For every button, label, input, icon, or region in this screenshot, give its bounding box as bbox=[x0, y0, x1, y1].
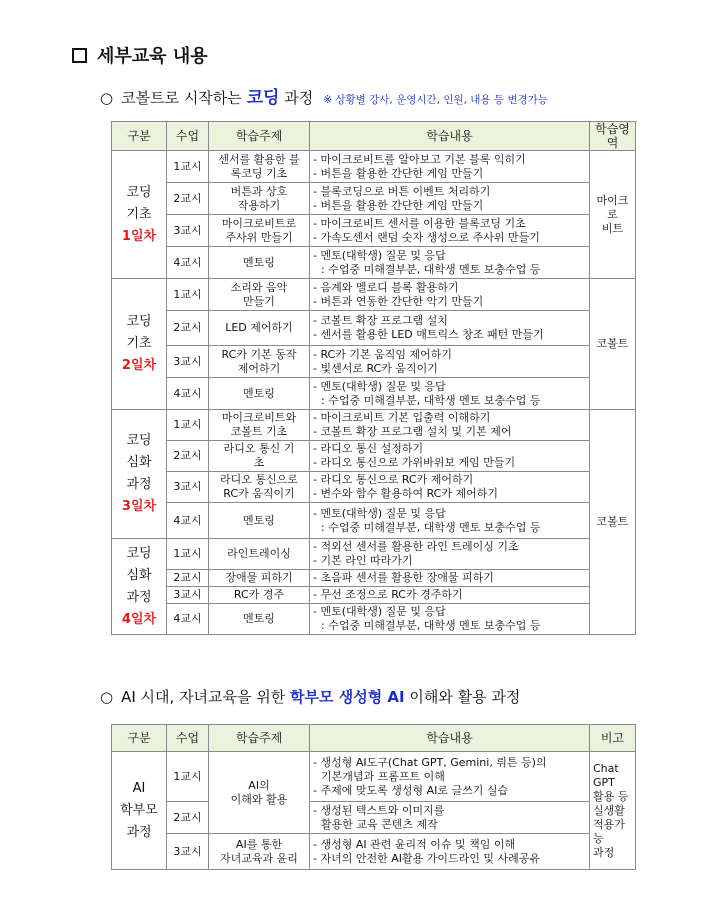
content-line: : 수업중 미해결부분, 대학생 멘토 보충수업 등 bbox=[321, 393, 541, 407]
content-line: - 코볼트 확장 프로그램 설치 및 기본 제어 bbox=[313, 425, 512, 438]
text-line: 라디오 통신으로 bbox=[220, 473, 298, 486]
coding-title-prefix: 코볼트로 시작하는 bbox=[121, 89, 242, 107]
period-cell: 3교시 bbox=[167, 346, 209, 378]
header-category: 구분 bbox=[112, 725, 167, 752]
content-cell bbox=[310, 441, 590, 472]
heading-text: 세부교육 내용 bbox=[97, 46, 208, 67]
content-line: - 마이크로비트 기본 입출력 이해하기 bbox=[313, 411, 491, 424]
header-area: 학습영역 bbox=[590, 122, 636, 151]
content-cell bbox=[310, 752, 590, 802]
area-cell bbox=[590, 151, 636, 279]
text-line: 실생활 bbox=[593, 803, 625, 817]
period-cell: 2교시 bbox=[167, 441, 209, 472]
text-line: 비트 bbox=[601, 221, 624, 235]
content-line: - 라디오 통신 설정하기 bbox=[313, 442, 424, 455]
category-label: 코딩 bbox=[126, 433, 152, 448]
text-line: 라인트레이싱 bbox=[227, 547, 291, 560]
content-cell bbox=[310, 802, 590, 834]
category-label: 기초 bbox=[126, 336, 152, 351]
header-period: 수업 bbox=[167, 122, 209, 151]
table-row bbox=[112, 215, 636, 247]
content-line: - 센서를 활용한 LED 매트릭스 창조 패턴 만들기 bbox=[313, 328, 544, 341]
topic-cell bbox=[209, 539, 310, 570]
text-line: RC카 기본 동작 bbox=[221, 347, 297, 361]
content-cell bbox=[310, 604, 590, 635]
category-label: AI bbox=[132, 780, 146, 796]
text-line: 자녀교육과 윤리 bbox=[220, 851, 298, 865]
table-row bbox=[112, 604, 636, 635]
ai-course-table bbox=[111, 724, 636, 870]
text-line: 장애물 피하기 bbox=[225, 571, 293, 584]
text-line: 만들기 bbox=[243, 294, 275, 308]
header-topic: 학습주제 bbox=[209, 725, 310, 752]
table-row bbox=[112, 834, 636, 870]
period-cell: 4교시 bbox=[167, 503, 209, 539]
period-cell: 4교시 bbox=[167, 378, 209, 410]
day-label: 3일차 bbox=[121, 499, 157, 514]
content-line: - 버튼과 연동한 간단한 악기 만들기 bbox=[313, 294, 484, 308]
text-line: 마이크로 bbox=[596, 193, 629, 221]
table-header-row bbox=[112, 725, 636, 752]
topic-cell bbox=[209, 151, 310, 183]
topic-cell bbox=[209, 472, 310, 503]
content-cell bbox=[310, 570, 590, 587]
content-line: 기본개념과 프롬프트 이해 bbox=[321, 769, 445, 783]
period-cell: 2교시 bbox=[167, 311, 209, 346]
checkbox-icon bbox=[72, 48, 87, 63]
content-line: - 적외선 센서를 활용한 라인 트레이싱 기초 bbox=[313, 540, 519, 553]
text-line: 코볼트 기초 bbox=[230, 425, 288, 438]
period-cell: 1교시 bbox=[167, 539, 209, 570]
category-cell bbox=[112, 752, 167, 870]
text-line: 이해와 활용 bbox=[230, 792, 288, 806]
content-line: - 라디오 통신으로 RC카 제어하기 bbox=[313, 473, 474, 486]
coding-title-note: ※ 상황별 강사, 운영시간, 인원, 내용 등 변경가능 bbox=[323, 94, 548, 106]
content-line: - 자녀의 안전한 AI활용 가이드라인 및 사례공유 bbox=[313, 851, 540, 865]
period-cell: 3교시 bbox=[167, 472, 209, 503]
table-row bbox=[112, 587, 636, 604]
topic-cell bbox=[209, 441, 310, 472]
table-row bbox=[112, 378, 636, 410]
day-label: 2일차 bbox=[121, 358, 157, 373]
content-line: - 멘토(대학생) 질문 및 응답 bbox=[313, 379, 446, 393]
content-cell bbox=[310, 311, 590, 346]
text-line: 멘토링 bbox=[243, 255, 275, 269]
section-heading bbox=[72, 42, 208, 68]
category-label: 코딩 bbox=[126, 545, 152, 561]
topic-cell bbox=[209, 346, 310, 378]
topic-cell bbox=[209, 570, 310, 587]
content-cell bbox=[310, 183, 590, 215]
text-line: RC카 움직이기 bbox=[223, 487, 295, 500]
table-row bbox=[112, 410, 636, 441]
category-label: 과정 bbox=[126, 824, 152, 840]
ai-course-title bbox=[100, 686, 520, 707]
content-line: 활용한 교육 콘텐츠 제작 bbox=[321, 817, 438, 831]
content-line: - 마이크로비트를 알아보고 기본 블록 익히기 bbox=[313, 152, 526, 166]
header-topic: 학습주제 bbox=[209, 122, 310, 151]
text-line: Chat GPT bbox=[593, 761, 619, 789]
content-line: - 가속도센서 랜덤 숫자 생성으로 주사위 만들기 bbox=[313, 230, 540, 244]
content-line: - 멘토(대학생) 질문 및 응답 bbox=[313, 248, 446, 262]
table-row bbox=[112, 503, 636, 539]
table-row bbox=[112, 346, 636, 378]
topic-cell bbox=[209, 587, 310, 604]
ai-title-suffix: 이해와 활용 과정 bbox=[409, 688, 521, 706]
text-line: 제어하기 bbox=[237, 361, 281, 375]
content-line: - 생성형 AI도구(Chat GPT, Gemini, 뤼튼 등)의 bbox=[313, 755, 547, 769]
content-cell bbox=[310, 346, 590, 378]
content-line: - 버튼을 활용한 간단한 게임 만들기 bbox=[313, 166, 484, 180]
topic-cell bbox=[209, 410, 310, 441]
content-line: - 주제에 맞도록 생성형 AI로 글쓰기 실습 bbox=[313, 783, 509, 797]
header-note: 비고 bbox=[590, 725, 636, 752]
text-line: RC카 경주 bbox=[233, 588, 285, 601]
header-content: 학습내용 bbox=[310, 725, 590, 752]
table-row bbox=[112, 802, 636, 834]
period-cell: 4교시 bbox=[167, 604, 209, 635]
content-cell bbox=[310, 834, 590, 870]
circle-bullet-icon: ○ bbox=[100, 89, 114, 107]
table-row bbox=[112, 247, 636, 279]
topic-cell bbox=[209, 311, 310, 346]
content-line: : 수업중 미해결부분, 대학생 멘토 보충수업 등 bbox=[321, 520, 541, 534]
content-cell bbox=[310, 279, 590, 311]
text-line: 과정 bbox=[593, 845, 615, 859]
period-cell: 3교시 bbox=[167, 215, 209, 247]
text-line: 멘토링 bbox=[243, 386, 275, 400]
topic-cell bbox=[209, 183, 310, 215]
content-cell bbox=[310, 410, 590, 441]
content-cell bbox=[310, 247, 590, 279]
period-cell: 4교시 bbox=[167, 247, 209, 279]
table-row bbox=[112, 752, 636, 802]
topic-cell bbox=[209, 247, 310, 279]
category-cell bbox=[112, 151, 167, 279]
period-cell: 1교시 bbox=[167, 279, 209, 311]
table-row bbox=[112, 441, 636, 472]
text-line: AI를 통한 bbox=[235, 837, 283, 851]
text-line: AI의 bbox=[248, 778, 270, 792]
content-line: - 음계와 멜로디 블록 활용하기 bbox=[313, 280, 459, 294]
table-header-row bbox=[112, 122, 636, 151]
table-row bbox=[112, 279, 636, 311]
table-row bbox=[112, 183, 636, 215]
content-cell bbox=[310, 503, 590, 539]
ai-title-highlight: 학부모 생성형 AI bbox=[290, 688, 405, 706]
text-line: 주사위 만들기 bbox=[225, 230, 293, 244]
topic-cell bbox=[209, 604, 310, 635]
period-cell: 2교시 bbox=[167, 802, 209, 834]
category-label: 심화 bbox=[126, 455, 152, 470]
text-line: 마이크로비트로 bbox=[221, 216, 297, 230]
category-label: 과정 bbox=[126, 477, 152, 492]
day-label: 4일차 bbox=[121, 611, 157, 627]
area-cell: 코볼트 bbox=[590, 410, 636, 635]
period-cell: 3교시 bbox=[167, 834, 209, 870]
topic-cell bbox=[209, 279, 310, 311]
category-label: 심화 bbox=[126, 567, 152, 583]
text-line: 적용가능 bbox=[593, 817, 625, 845]
content-line: - 멘토(대학생) 질문 및 응답 bbox=[313, 506, 446, 520]
text-line: 라디오 통신 기 bbox=[223, 442, 295, 455]
header-content: 학습내용 bbox=[310, 122, 590, 151]
category-cell bbox=[112, 279, 167, 410]
period-cell: 1교시 bbox=[167, 752, 209, 802]
coding-title-highlight: 코딩 bbox=[246, 88, 280, 108]
content-line: : 수업중 미해결부분, 대학생 멘토 보충수업 등 bbox=[321, 262, 541, 276]
text-line: 마이크로비트와 bbox=[221, 411, 297, 424]
text-line: 멘토링 bbox=[243, 612, 275, 625]
content-line: - 마이크로비트 센서를 이용한 블록코딩 기초 bbox=[313, 216, 526, 230]
note-cell bbox=[590, 752, 636, 870]
period-cell: 2교시 bbox=[167, 570, 209, 587]
period-cell: 1교시 bbox=[167, 151, 209, 183]
content-cell bbox=[310, 378, 590, 410]
header-period: 수업 bbox=[167, 725, 209, 752]
table-row bbox=[112, 151, 636, 183]
content-line: - 빛센서로 RC카 움직이기 bbox=[313, 361, 438, 375]
period-cell: 2교시 bbox=[167, 183, 209, 215]
content-cell bbox=[310, 587, 590, 604]
table-row bbox=[112, 570, 636, 587]
text-line: LED 제어하기 bbox=[225, 321, 293, 334]
content-line: - 변수와 함수 활용하여 RC카 제어하기 bbox=[313, 487, 498, 500]
topic-cell bbox=[209, 378, 310, 410]
content-line: - 무선 조정으로 RC카 경주하기 bbox=[313, 588, 463, 601]
topic-cell bbox=[209, 503, 310, 539]
content-line: - 생성된 텍스트와 이미지를 bbox=[313, 803, 445, 817]
content-line: - RC카 기본 움직임 제어하기 bbox=[313, 347, 452, 361]
topic-cell bbox=[209, 215, 310, 247]
content-line: - 멘토(대학생) 질문 및 응답 bbox=[313, 605, 446, 618]
topic-cell bbox=[209, 752, 310, 834]
category-label: 기초 bbox=[126, 206, 152, 222]
topic-cell bbox=[209, 834, 310, 870]
coding-course-table bbox=[111, 121, 636, 635]
content-line: - 생성형 AI 관련 윤리적 이슈 및 책임 이해 bbox=[313, 837, 516, 851]
text-line: 센서를 활용한 블 bbox=[218, 152, 300, 166]
category-label: 코딩 bbox=[126, 314, 152, 329]
day-label: 1일차 bbox=[121, 228, 157, 244]
content-line: : 수업중 미해결부분, 대학생 멘토 보충수업 등 bbox=[321, 619, 541, 632]
content-line: - 코볼트 확장 프로그램 설치 bbox=[313, 314, 448, 327]
text-line: 록코딩 기초 bbox=[230, 166, 288, 180]
category-label: 과정 bbox=[126, 589, 152, 605]
content-line: - 초음파 센서를 활용한 장애물 피하기 bbox=[313, 571, 494, 584]
text-line: 활용 등 bbox=[593, 789, 629, 803]
category-label: 코딩 bbox=[126, 184, 152, 200]
content-line: - 기본 라인 따라가기 bbox=[313, 554, 413, 567]
text-line: 소리와 음악 bbox=[230, 280, 288, 294]
content-cell bbox=[310, 215, 590, 247]
coding-title-suffix: 과정 bbox=[284, 89, 314, 107]
content-line: - 버튼을 활용한 간단한 게임 만들기 bbox=[313, 198, 484, 212]
category-cell bbox=[112, 410, 167, 539]
text-line: 초 bbox=[253, 456, 265, 469]
content-cell bbox=[310, 539, 590, 570]
table-row bbox=[112, 311, 636, 346]
coding-course-title bbox=[100, 83, 548, 108]
content-line: - 라디오 통신으로 가위바위보 게임 만들기 bbox=[313, 456, 516, 469]
content-line: - 블록코딩으로 버튼 이벤트 처리하기 bbox=[313, 184, 491, 198]
ai-title-prefix: AI 시대, 자녀교육을 위한 bbox=[121, 688, 286, 706]
category-cell bbox=[112, 539, 167, 635]
period-cell: 1교시 bbox=[167, 410, 209, 441]
content-cell bbox=[310, 151, 590, 183]
area-cell: 코볼트 bbox=[590, 279, 636, 410]
table-row bbox=[112, 539, 636, 570]
text-line: 작용하기 bbox=[237, 198, 281, 212]
table-row bbox=[112, 472, 636, 503]
text-line: 버튼과 상호 bbox=[230, 184, 288, 198]
header-category: 구분 bbox=[112, 122, 167, 151]
content-cell bbox=[310, 472, 590, 503]
circle-bullet-icon: ○ bbox=[100, 688, 114, 706]
text-line: 멘토링 bbox=[243, 513, 275, 527]
category-label: 학부모 bbox=[120, 802, 158, 818]
period-cell: 3교시 bbox=[167, 587, 209, 604]
